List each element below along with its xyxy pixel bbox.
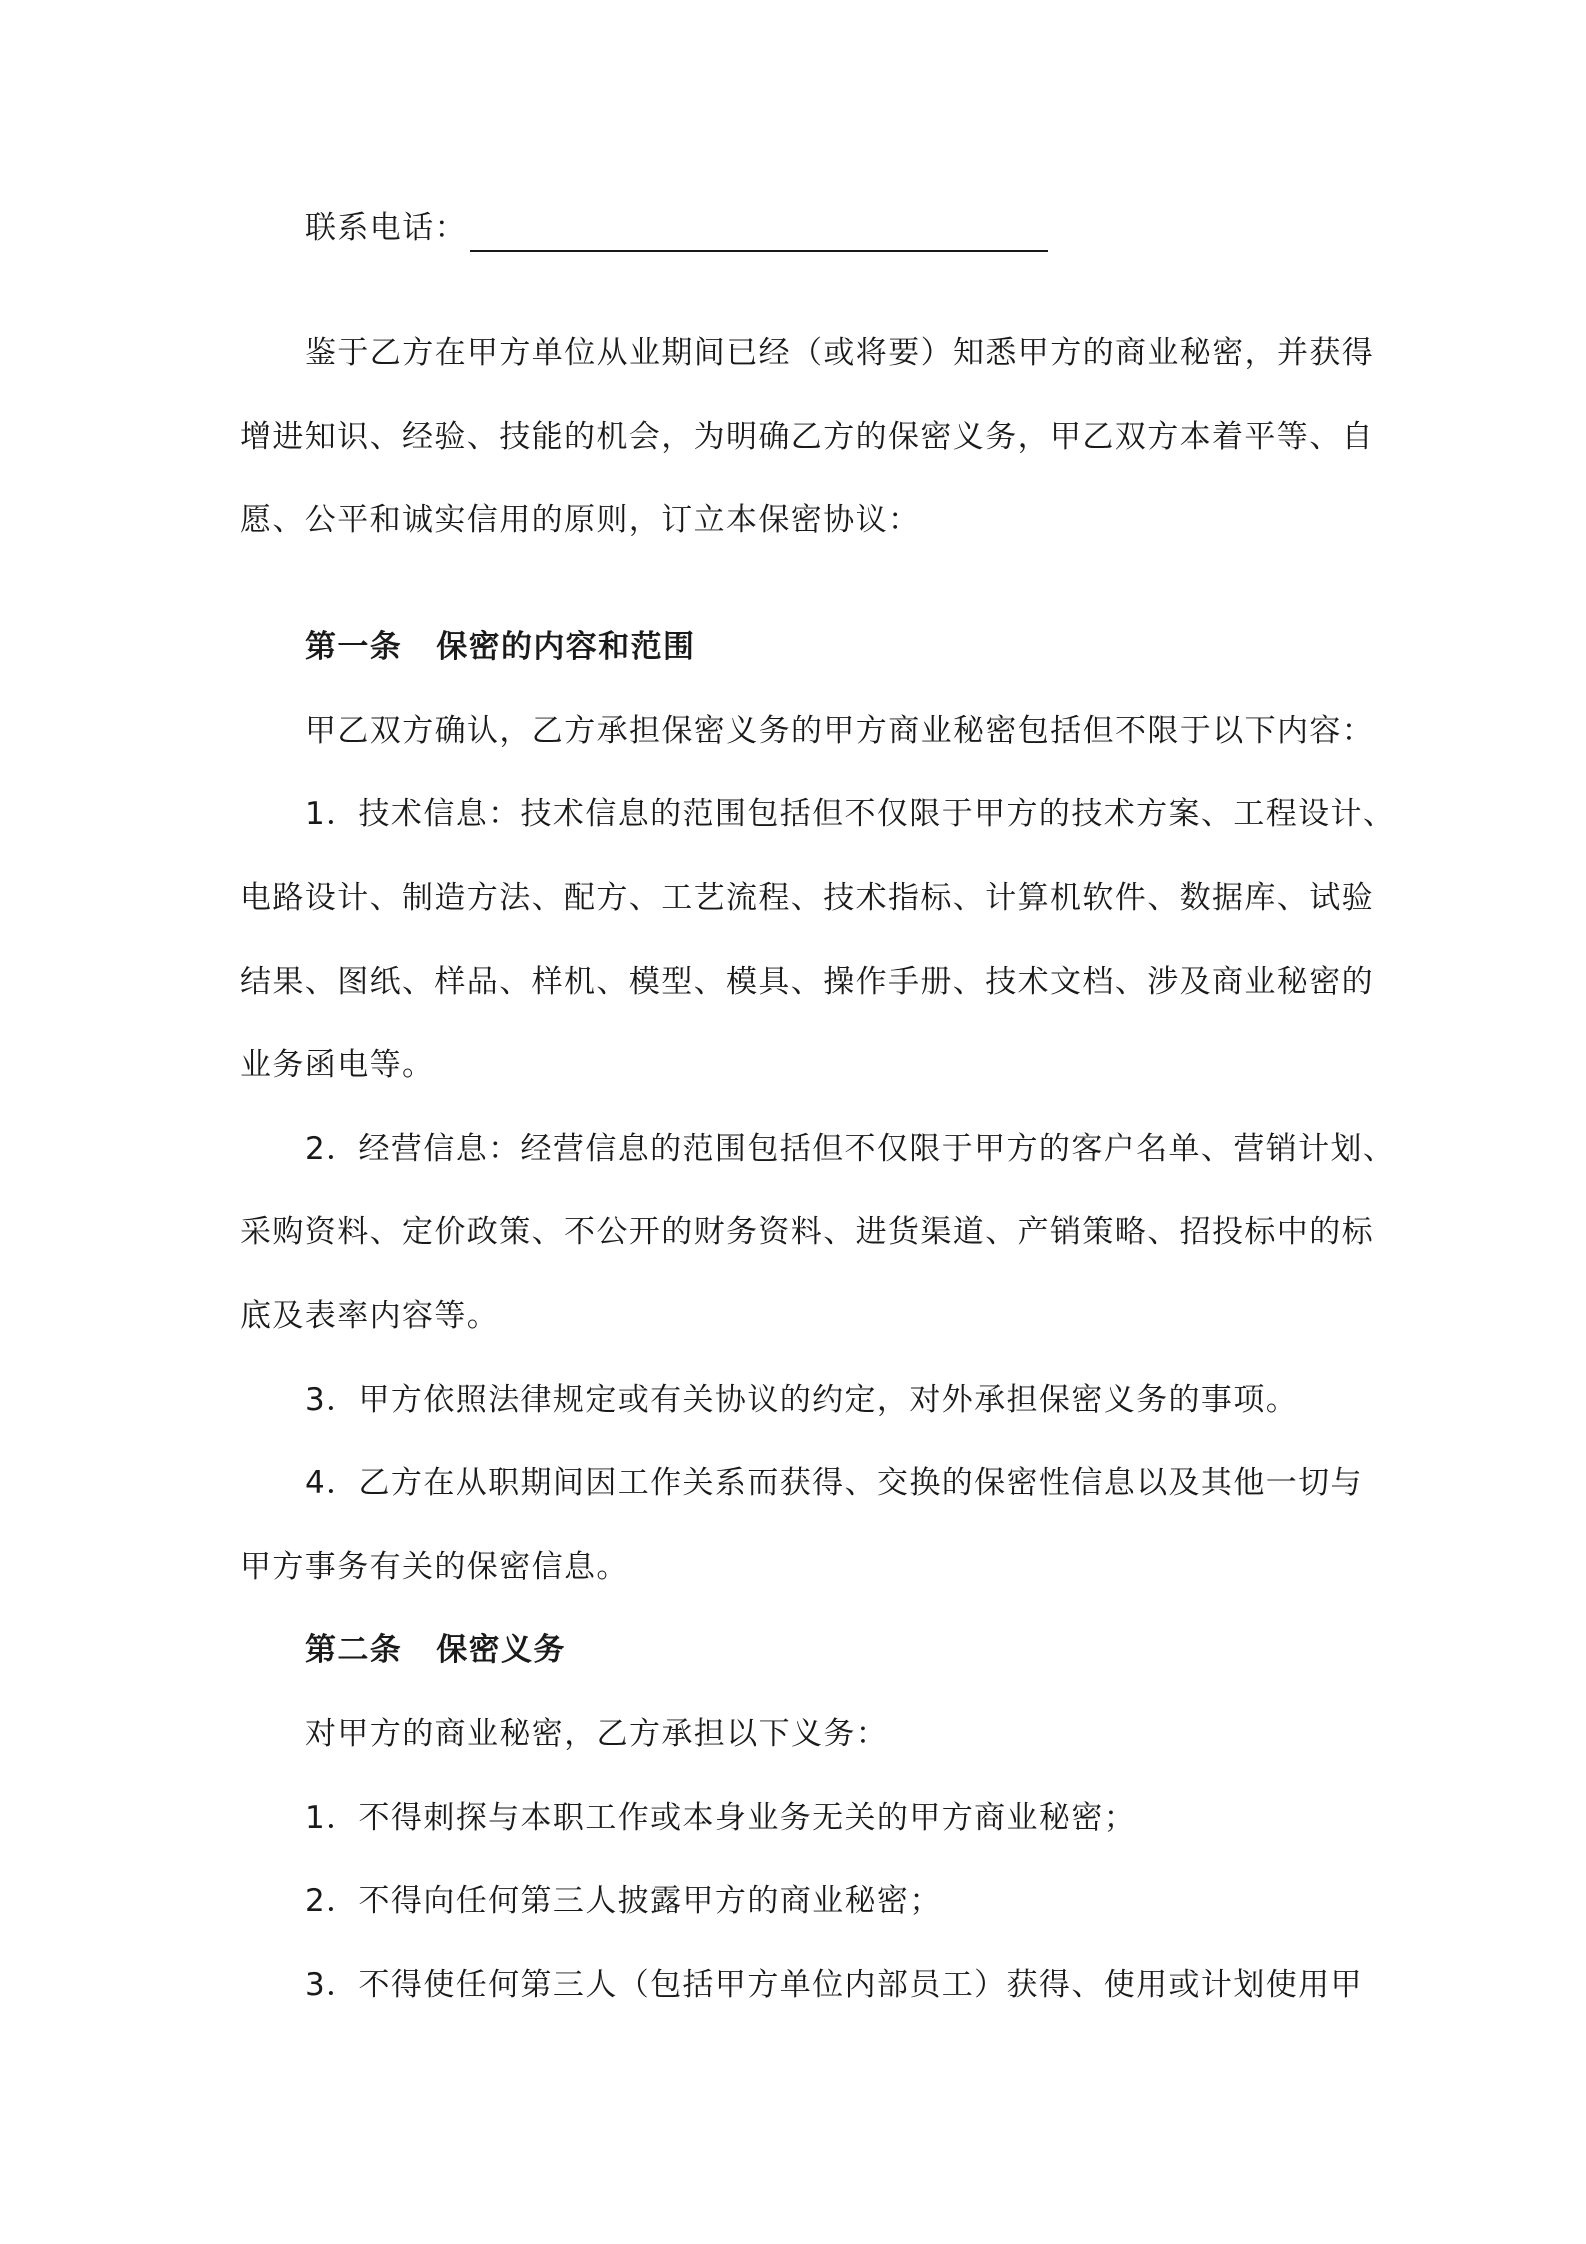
article-1-item-4-line-2: 甲方事务有关的保密信息。 bbox=[240, 1549, 629, 1585]
intro-line-2: 增进知识、经验、技能的机会，为明确乙方的保密义务，甲乙双方本着平等、自 bbox=[240, 419, 1374, 455]
article-1-item-1-line-3: 结果、图纸、样品、样机、模型、模具、操作手册、技术文档、涉及商业秘密的 bbox=[240, 964, 1374, 1000]
article-1-item-3: 3．甲方依照法律规定或有关协议的约定，对外承担保密义务的事项。 bbox=[305, 1382, 1299, 1418]
article-1-item-2-line-1: 2．经营信息：经营信息的范围包括但不仅限于甲方的客户名单、营销计划、 bbox=[305, 1131, 1396, 1167]
article-1-heading bbox=[305, 627, 695, 667]
contact-phone-blank[interactable] bbox=[470, 250, 1048, 252]
article-1-item-2-line-3: 底及表率内容等。 bbox=[240, 1298, 500, 1334]
article-2-item-3: 3．不得使任何第三人（包括甲方单位内部员工）获得、使用或计划使用甲 bbox=[305, 1967, 1363, 2003]
article-1-item-4-line-1: 4．乙方在从职期间因工作关系而获得、交换的保密性信息以及其他一切与 bbox=[305, 1465, 1363, 1501]
intro-line-3: 愿、公平和诚实信用的原则，订立本保密协议： bbox=[240, 502, 921, 538]
article-2-intro: 对甲方的商业秘密，乙方承担以下义务： bbox=[305, 1716, 889, 1752]
article-2-number: 第二条 bbox=[305, 1632, 403, 1668]
contact-phone-label: 联系电话： bbox=[305, 210, 467, 246]
article-2-heading bbox=[305, 1630, 566, 1670]
article-2-item-1: 1．不得刺探与本职工作或本身业务无关的甲方商业秘密； bbox=[305, 1800, 1137, 1836]
article-1-title: 保密的内容和范围 bbox=[436, 629, 696, 665]
article-2-item-2: 2．不得向任何第三人披露甲方的商业秘密； bbox=[305, 1883, 942, 1919]
article-1-item-2-line-2: 采购资料、定价政策、不公开的财务资料、进货渠道、产销策略、招投标中的标 bbox=[240, 1214, 1374, 1250]
article-1-item-1-line-4: 业务函电等。 bbox=[240, 1047, 435, 1083]
article-1-item-1-line-1: 1．技术信息：技术信息的范围包括但不仅限于甲方的技术方案、工程设计、 bbox=[305, 796, 1396, 832]
article-1-item-1-line-2: 电路设计、制造方法、配方、工艺流程、技术指标、计算机软件、数据库、试验 bbox=[240, 880, 1374, 916]
article-2-title: 保密义务 bbox=[436, 1632, 566, 1668]
article-1-intro: 甲乙双方确认，乙方承担保密义务的甲方商业秘密包括但不限于以下内容： bbox=[305, 713, 1375, 749]
article-1-number: 第一条 bbox=[305, 629, 403, 665]
intro-line-1: 鉴于乙方在甲方单位从业期间已经（或将要）知悉甲方的商业秘密，并获得 bbox=[305, 335, 1375, 371]
